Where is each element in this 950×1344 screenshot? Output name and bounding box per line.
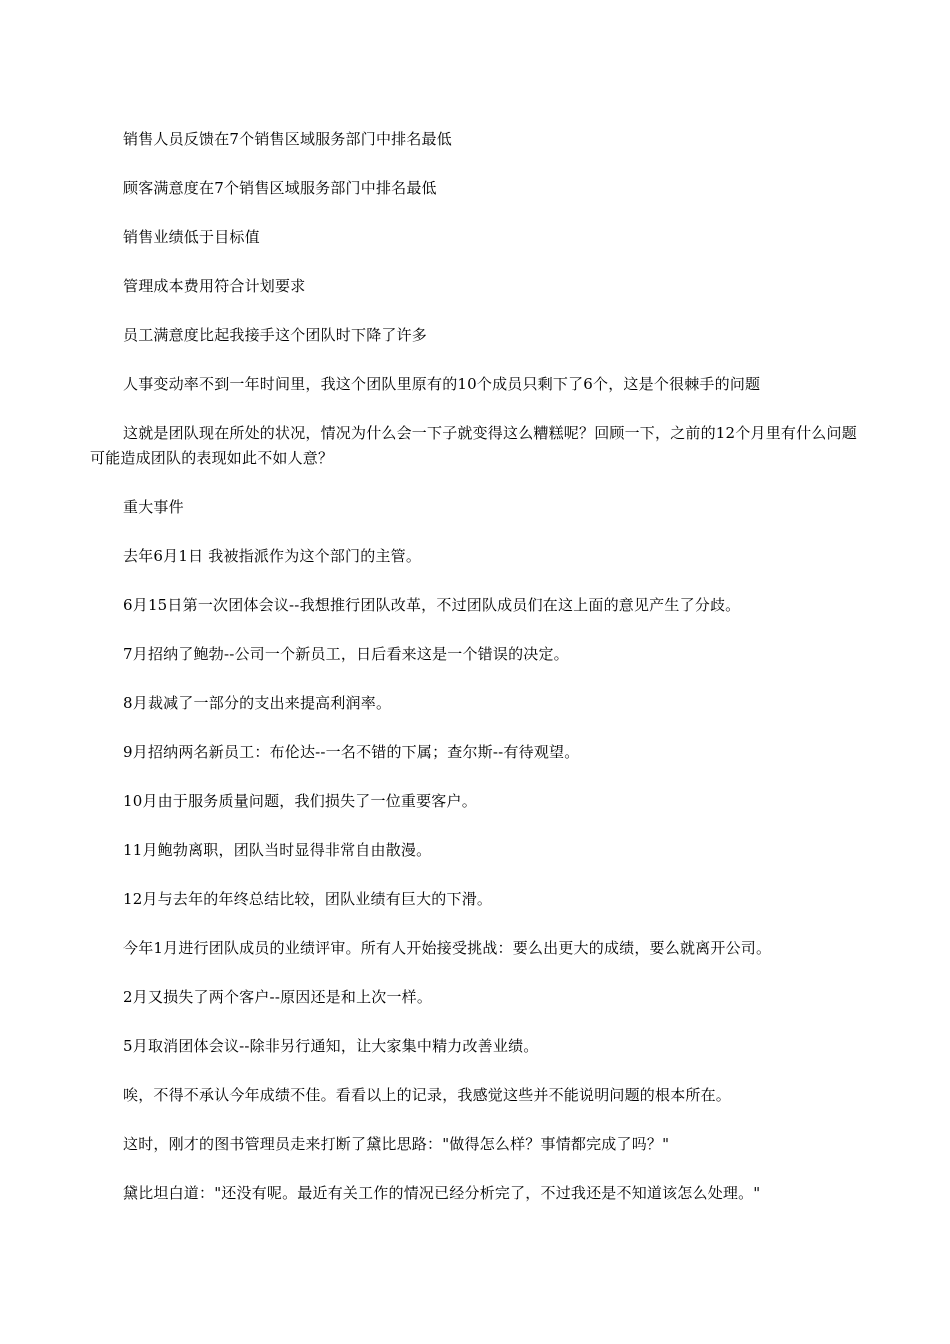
event-february: 2月又损失了两个客户--原因还是和上次一样。 xyxy=(123,988,433,1006)
paragraph-debbie-answer: 黛比坦白道："还没有呢。最近有关工作的情况已经分析完了，不过我还是不知道该怎么处理。" xyxy=(123,1184,761,1202)
paragraph-librarian-question: 这时，刚才的图书管理员走来打断了黛比思路："做得怎么样？事情都完成了吗？" xyxy=(123,1135,670,1153)
event-july: 7月招纳了鲍勃--公司一个新员工，日后看来这是一个错误的决定。 xyxy=(123,645,569,663)
event-november: 11月鲍勃离职，团队当时显得非常自由散漫。 xyxy=(123,841,432,859)
paragraph-turnover-rate: 人事变动率不到一年时间里，我这个团队里原有的10个成员只剩下了6个，这是个很棘手的问题 xyxy=(123,375,761,393)
event-january: 今年1月进行团队成员的业绩评审。所有人开始接受挑战：要么出更大的成绩，要么就离开公司。 xyxy=(123,939,772,957)
paragraph-sales-feedback: 销售人员反馈在7个销售区域服务部门中排名最低 xyxy=(123,130,452,148)
paragraph-team-situation: 这就是团队现在所处的状况，情况为什么会一下子就变得这么糟糕呢？回顾一下，之前的12个月里有什么问题可能造成团队的表现如此不如人意？ xyxy=(90,424,857,467)
document-body xyxy=(90,127,868,1230)
event-june-1: 去年6月1日 我被指派作为这个部门的主管。 xyxy=(123,547,422,565)
event-june-15: 6月15日第一次团体会议--我想推行团队改革，不过团队成员们在这上面的意见产生了分歧。 xyxy=(123,596,741,614)
paragraph-management-cost: 管理成本费用符合计划要求 xyxy=(123,277,306,295)
event-september: 9月招纳两名新员工：布伦达--一名不错的下属；查尔斯--有待观望。 xyxy=(123,743,580,761)
paragraph-sales-performance: 销售业绩低于目标值 xyxy=(123,228,260,246)
paragraph-customer-satisfaction: 顾客满意度在7个销售区域服务部门中排名最低 xyxy=(123,179,437,197)
event-october: 10月由于服务质量问题，我们损失了一位重要客户。 xyxy=(123,792,477,810)
event-august: 8月裁减了一部分的支出来提高利润率。 xyxy=(123,694,392,712)
paragraph-reflection: 唉，不得不承认今年成绩不佳。看看以上的记录，我感觉这些并不能说明问题的根本所在。 xyxy=(123,1086,732,1104)
event-december: 12月与去年的年终总结比较，团队业绩有巨大的下滑。 xyxy=(123,890,493,908)
paragraph-employee-satisfaction: 员工满意度比起我接手这个团队时下降了许多 xyxy=(123,326,428,344)
section-heading-major-events: 重大事件 xyxy=(123,498,184,516)
event-may: 5月取消团体会议--除非另行通知，让大家集中精力改善业绩。 xyxy=(123,1037,539,1055)
